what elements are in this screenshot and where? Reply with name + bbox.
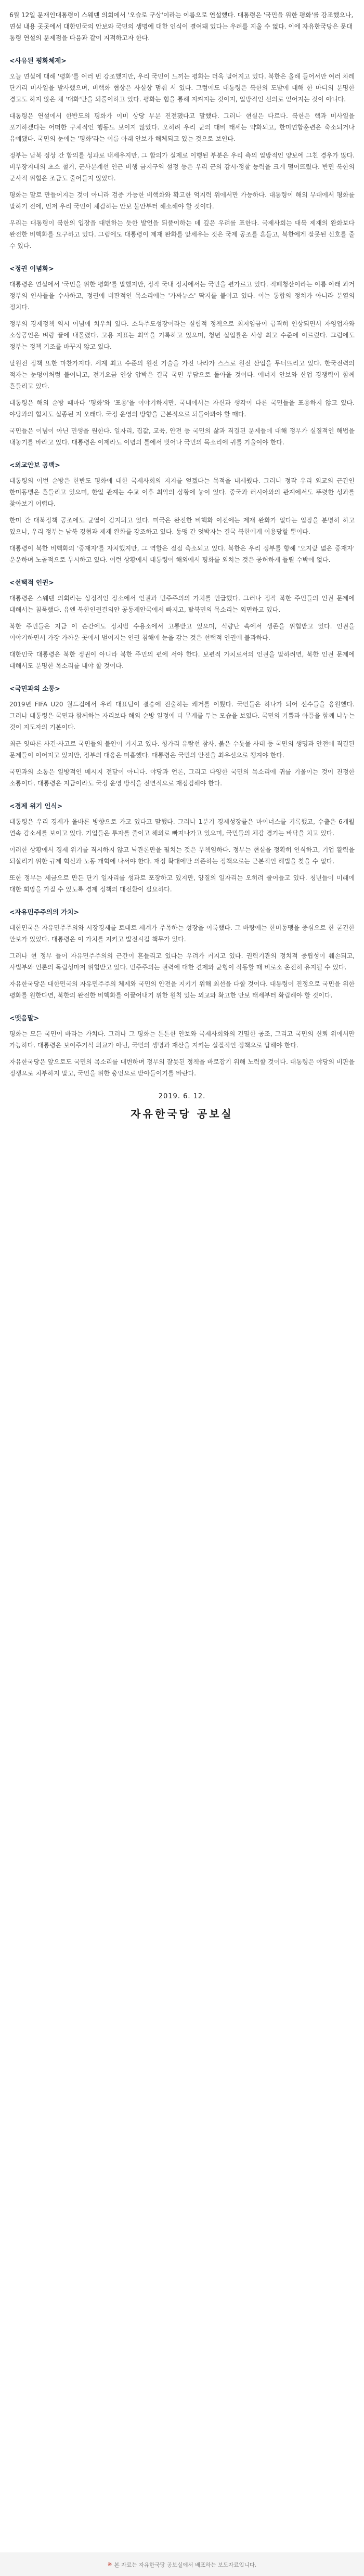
signature-block bbox=[9, 1090, 355, 1123]
section-2 bbox=[9, 263, 355, 448]
section-heading: <선택적 인권> bbox=[9, 579, 54, 586]
paragraph: 이러한 상황에서 경제 위기를 직시하지 않고 낙관론만을 펼치는 것은 무책임하다. 정부는 현실을 정확히 인식하고, 기업 활력을 되살리기 위한 규제 혁신과 노동 개혁에 나서야 한다. 재정 확대에만 의존하는 정책으로는 근본적인 해법을 찾을 수 없다. bbox=[9, 846, 355, 865]
paragraph: 평화는 말로 만들어지는 것이 아니라 검증 가능한 비핵화와 확고한 억지력 위에서만 가능하다. 대통령이 해외 무대에서 평화를 말하기 전에, 먼저 우리 국민이 체감하는 안보 불안부터 해소해야 할 것이다. bbox=[9, 191, 355, 210]
release-date: 2019. 6. 12. bbox=[158, 1093, 206, 1100]
paragraph: 한미 간 대북정책 공조에도 균열이 감지되고 있다. 미국은 완전한 비핵화 이전에는 제재 완화가 없다는 입장을 분명히 하고 있으나, 우리 정부는 남북 경협과 제재 완화를 강조하고 있다. 동맹 간 엇박자는 결국 북한에게 이용당할 뿐이다. bbox=[9, 517, 355, 535]
paragraph: 최근 잇따른 사건·사고로 국민들의 불안이 커지고 있다. 헝가리 유람선 참사, 붉은 수돗물 사태 등 국민의 생명과 안전에 직결된 문제들이 이어지고 있지만, 정부의 대응은 미흡했다. 대통령은 국민의 안전을 최우선으로 챙겨야 한다. bbox=[9, 740, 355, 759]
paragraph: 또한 정부는 세금으로 만든 단기 일자리를 성과로 포장하고 있지만, 양질의 일자리는 오히려 줄어들고 있다. 청년들이 미래에 대한 희망을 가질 수 있도록 경제 정책의 대전환이 필요하다. bbox=[9, 874, 355, 893]
paragraph: 정부의 경제정책 역시 이념에 치우쳐 있다. 소득주도성장이라는 실험적 정책으로 최저임금이 급격히 인상되면서 자영업자와 소상공인은 벼랑 끝에 내몰렸다. 고용 지표는 최악을 기록하고 있으며, 청년 실업률은 사상 최고 수준에 이르렀다. 그럼에도 정부는 정책 기조를 바꾸지 않고 있다. bbox=[9, 320, 355, 350]
issuing-organization: 자유한국당 공보실 bbox=[131, 1108, 233, 1120]
paragraph: 오늘 연설에 대해 '평화'를 여러 번 강조했지만, 우리 국민이 느끼는 평화는 더욱 멀어지고 있다. 북한은 올해 들어서만 여러 차례 단거리 미사일을 발사했으며, 비핵화 협상은 사실상 멈춰 서 있다. 그럼에도 대통령은 북한의 도발에 대해 한 마디의 분명한 경고도 하지 않은 채 '대화'만을 되풀이하고 있다. 평화는 힘을 통해 지켜지는 것이지, 일방적인 선의로 얻어지는 것이 아니다. bbox=[9, 73, 355, 103]
section-1 bbox=[9, 55, 355, 252]
paragraph: 자유한국당은 앞으로도 국민의 목소리를 대변하며 정부의 잘못된 정책을 바로잡기 위해 노력할 것이다. 대통령은 야당의 비판을 정쟁으로 치부하지 말고, 국민을 위한 충언으로 받아들이기를 바란다. bbox=[9, 1058, 355, 1077]
section-4 bbox=[9, 577, 355, 672]
section-heading: <국민과의 소통> bbox=[9, 685, 60, 692]
section-heading: <자유민주주의의 가치> bbox=[9, 908, 79, 916]
paragraph: 대통령이 북한 비핵화의 '중재자'를 자처했지만, 그 역할은 점점 축소되고 있다. 북한은 우리 정부를 향해 '오지랖 넓은 중재자' 운운하며 노골적으로 무시하고 있다. 이런 상황에서 대통령이 해외에서 평화를 외치는 것은 공허하게 들릴 수밖에 없다. bbox=[9, 545, 355, 563]
section-3 bbox=[9, 459, 355, 566]
paragraph: 탈원전 정책 또한 마찬가지다. 세계 최고 수준의 원전 기술을 가진 나라가 스스로 원전 산업을 무너뜨리고 있다. 한국전력의 적자는 눈덩이처럼 불어나고, 전기요금 인상 압박은 결국 국민 부담으로 돌아올 것이다. 에너지 안보와 산업 경쟁력이 함께 흔들리고 있다. bbox=[9, 360, 355, 390]
paragraph: 북한 주민들은 지금 이 순간에도 정치범 수용소에서 고통받고 있으며, 식량난 속에서 생존을 위협받고 있다. 인권을 이야기하면서 가장 가까운 곳에서 벌어지는 인권 침해에 눈을 감는 것은 선택적 인권에 불과하다. bbox=[9, 623, 355, 641]
section-heading: <경제 위기 인식> bbox=[9, 802, 63, 810]
section-heading: <정권 이념화> bbox=[9, 265, 54, 272]
section-heading: <외교안보 공백> bbox=[9, 461, 60, 469]
paragraph: 평화는 모든 국민이 바라는 가치다. 그러나 그 평화는 튼튼한 안보와 국제사회와의 긴밀한 공조, 그리고 국민의 신뢰 위에서만 가능하다. 대통령은 보여주기식 외교가 아닌, 국민의 생명과 재산을 지키는 실질적인 정책으로 답해야 한다. bbox=[9, 1030, 355, 1049]
paragraph: 자유한국당은 대한민국의 자유민주주의 체제와 국민의 안전을 지키기 위해 최선을 다할 것이다. 대통령이 진정으로 국민을 위한 평화를 원한다면, 북한의 완전한 비핵화를 이끌어내기 위한 원칙 있는 외교와 확고한 안보 태세부터 확립해야 할 것이다. bbox=[9, 980, 355, 999]
paragraph: 대통령은 우리 경제가 올바른 방향으로 가고 있다고 말했다. 그러나 1분기 경제성장률은 마이너스를 기록했고, 수출은 6개월 연속 감소세를 보이고 있다. 기업들은 투자를 줄이고 해외로 빠져나가고 있으며, 국민들의 체감 경기는 바닥을 치고 있다. bbox=[9, 818, 355, 837]
section-heading: <맺음말> bbox=[9, 1014, 40, 1022]
paragraph: 대통령은 연설에서 '국민을 위한 평화'를 말했지만, 정작 국내 정치에서는 국민을 편가르고 있다. 적폐청산이라는 이름 아래 과거 정부의 인사들을 수사하고, 정권에 비판적인 목소리에는 '가짜뉴스' 딱지를 붙이고 있다. 이는 통합의 정치가 아니라 분열의 정치다. bbox=[9, 281, 355, 311]
section-heading: <사유된 평화체제> bbox=[9, 57, 67, 64]
paragraph: 2019년 FIFA U20 월드컵에서 우리 대표팀이 결승에 진출하는 쾌거를 이뤘다. 국민들은 하나가 되어 선수들을 응원했다. 그러나 대통령은 국민과 함께하는 자리보다 해외 순방 일정에 더 무게를 두는 모습을 보였다. 국민의 기쁨과 아픔을 함께 나누는 것이 지도자의 기본이다. bbox=[9, 701, 355, 731]
footer-bar bbox=[0, 2553, 364, 2576]
paragraph: 대통령은 스웨덴 의회라는 상징적인 장소에서 인권과 민주주의의 가치를 언급했다. 그러나 정작 북한 주민들의 인권 문제에 대해서는 침묵했다. 유엔 북한인권결의안 공동제안국에서 빠지고, 탈북민의 목소리는 외면하고 있다. bbox=[9, 595, 355, 613]
document-body bbox=[0, 0, 364, 1123]
paragraph: 정부는 남북 정상 간 합의를 성과로 내세우지만, 그 합의가 실제로 이행된 부분은 우리 측의 일방적인 양보에 그친 경우가 많다. 비무장지대의 초소 철거, 군사분계선 인근 비행 금지구역 설정 등은 우리 군의 감시·정찰 능력을 크게 떨어뜨렸다. 반면 북한의 군사적 위협은 조금도 줄어들지 않았다. bbox=[9, 152, 355, 182]
intro-paragraph: 6월 12일 문재인대통령이 스웨덴 의회에서 '오슬로 구상'이라는 이름으로 연설했다. 대통령은 '국민을 위한 평화'를 강조했으나, 연설 내용 곳곳에서 대한민국의 안보와 국민의 생명에 대한 인식이 결여돼 있다는 우려를 지울 수 없다. 이에 자유한국당은 문대통령 연설의 문제점을 다음과 같이 지적하고자 한다. bbox=[9, 11, 354, 42]
section-5 bbox=[9, 683, 355, 789]
paragraph: 국민과의 소통은 일방적인 메시지 전달이 아니다. 야당과 언론, 그리고 다양한 국민의 목소리에 귀를 기울이는 것이 진정한 소통이다. 대통령은 지금이라도 국정 운영 방식을 전면적으로 재점검해야 한다. bbox=[9, 768, 355, 787]
paragraph: 대한민국 대통령은 북한 정권이 아니라 북한 주민의 편에 서야 한다. 보편적 가치로서의 인권을 말하려면, 북한 인권 문제에 대해서도 분명한 목소리를 내야 할 것이다. bbox=[9, 651, 355, 669]
paragraph: 대한민국은 자유민주주의와 시장경제를 토대로 세계가 주목하는 성장을 이룩했다. 그 바탕에는 한미동맹을 중심으로 한 굳건한 안보가 있었다. 대통령은 이 가치를 지키고 발전시킬 책무가 있다. bbox=[9, 924, 355, 943]
paragraph: 대통령은 해외 순방 때마다 '평화'와 '포용'을 이야기하지만, 국내에서는 자신과 생각이 다른 국민들을 포용하지 않고 있다. 야당과의 협치도 실종된 지 오래다. 국정 운영의 방향을 근본적으로 되돌아봐야 할 때다. bbox=[9, 399, 355, 418]
section-6 bbox=[9, 800, 355, 895]
paragraph: 우리는 대통령이 북한의 입장을 대변하는 듯한 발언을 되풀이하는 데 깊은 우려를 표한다. 국제사회는 대북 제재의 완화보다 완전한 비핵화를 요구하고 있다. 그럼에도 대통령이 제재 완화를 앞세우는 것은 국제 공조를 흔들고, 북한에게 잘못된 신호를 줄 수 있다. bbox=[9, 219, 355, 249]
paragraph: 대통령은 연설에서 한반도의 평화가 이미 상당 부분 진전됐다고 말했다. 그러나 현실은 다르다. 북한은 핵과 미사일을 포기하겠다는 어떠한 구체적인 행동도 보이지 않았다. 오히려 우리 군의 대비 태세는 약화되고, 한미연합훈련은 축소되거나 유예됐다. 국민의 눈에는 '평화'라는 이름 아래 안보가 해체되고 있는 것으로 보인다. bbox=[9, 112, 355, 142]
paragraph: 국민들은 이념이 아닌 민생을 원한다. 일자리, 집값, 교육, 안전 등 국민의 삶과 직결된 문제들에 대해 정부가 실질적인 해법을 내놓기를 바라고 있다. 대통령은 이제라도 이념의 틀에서 벗어나 국민의 목소리에 귀를 기울여야 한다. bbox=[9, 427, 355, 446]
section-8 bbox=[9, 1013, 355, 1079]
reference-mark-icon: ※ bbox=[107, 2561, 112, 2568]
paragraph: 대통령의 이번 순방은 한반도 평화에 대한 국제사회의 지지를 얻겠다는 목적을 내세웠다. 그러나 정작 우리 외교의 근간인 한미동맹은 흔들리고 있으며, 한일 관계는 수교 이후 최악의 상황에 놓여 있다. 중국과 러시아와의 관계에서도 뚜렷한 성과를 찾아보기 어렵다. bbox=[9, 477, 355, 507]
paragraph: 그러나 현 정부 들어 자유민주주의의 근간이 흔들리고 있다는 우려가 커지고 있다. 권력기관의 정치적 중립성이 훼손되고, 사법부와 언론의 독립성마저 위협받고 있다. 민주주의는 권력에 대한 견제와 균형이 작동할 때 비로소 온전히 유지될 수 있다. bbox=[9, 952, 355, 971]
footer-notice: 본 자료는 자유한국당 공보실에서 배포하는 보도자료입니다. bbox=[114, 2561, 257, 2568]
section-7 bbox=[9, 906, 355, 1001]
